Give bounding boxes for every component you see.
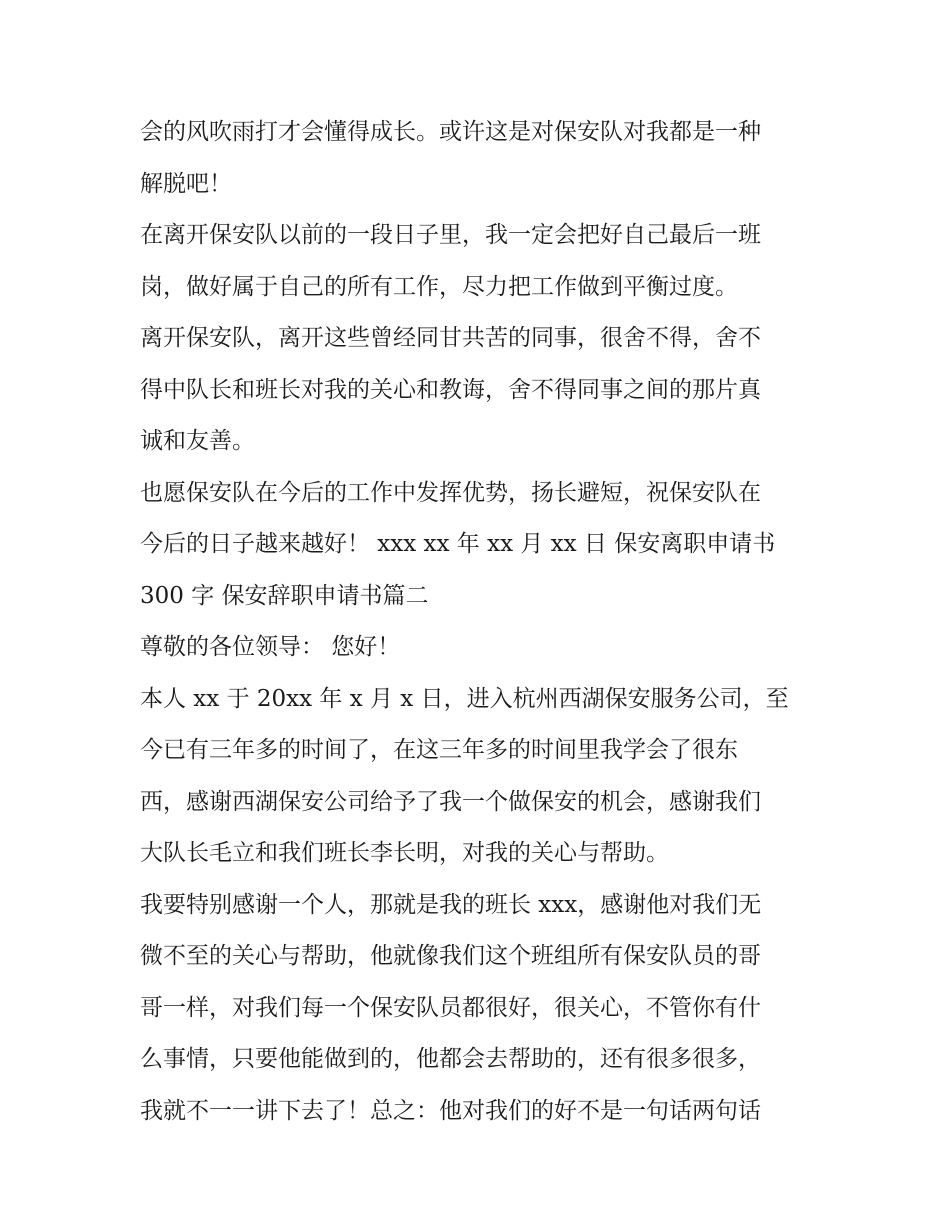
text-line: 本人 xx 于 20xx 年 x 月 x 日，进入杭州西湖保安服务公司，至	[140, 685, 789, 712]
text-line: 我就不一一讲下去了！总之：他对我们的好不是一句话两句话	[140, 1097, 761, 1124]
text-line: 也愿保安队在今后的工作中发挥优势，扬长避短，祝保安队在	[140, 479, 761, 506]
text-line: 解脱吧！	[140, 170, 232, 197]
text-line: 岗，做好属于自己的所有工作，尽力把工作做到平衡过度。	[140, 273, 738, 300]
text-line: 今已有三年多的时间了，在这三年多的时间里我学会了很东	[140, 737, 738, 763]
text-line: 哥一样，对我们每一个保安队员都很好，很关心，不管你有什	[140, 994, 761, 1021]
text-line: 我要特别感谢一个人，那就是我的班长 xxx，感谢他对我们无	[140, 891, 762, 918]
text-line: 尊敬的各位领导： 您好！	[140, 634, 401, 660]
text-line: 微不至的关心与帮助，他就像我们这个班组所有保安队员的哥	[140, 943, 761, 969]
text-line: 么事情，只要他能做到的，他都会去帮助的，还有很多很多，	[140, 1046, 761, 1072]
text-line: 大队长毛立和我们班长李长明，对我的关心与帮助。	[140, 840, 669, 866]
text-line: 今后的日子越来越好！ xxx xx 年 xx 月 xx 日 保安离职申请书	[140, 531, 776, 557]
text-line: 会的风吹雨打才会懂得成长。或许这是对保安队对我都是一种	[140, 119, 761, 145]
text-line: 在离开保安队以前的一段日子里，我一定会把好自己最后一班	[140, 222, 761, 248]
document-body	[140, 107, 820, 1137]
text-line: 西，感谢西湖保安公司给予了我一个做保安的机会，感谢我们	[140, 788, 761, 815]
text-line: 离开保安队，离开这些曾经同甘共苦的同事，很舍不得，舍不	[140, 325, 761, 351]
text-line: 300 字 保安辞职申请书篇二	[140, 582, 429, 609]
text-line: 诚和友善。	[140, 428, 255, 454]
text-line: 得中队长和班长对我的关心和教诲，舍不得同事之间的那片真	[140, 376, 761, 403]
